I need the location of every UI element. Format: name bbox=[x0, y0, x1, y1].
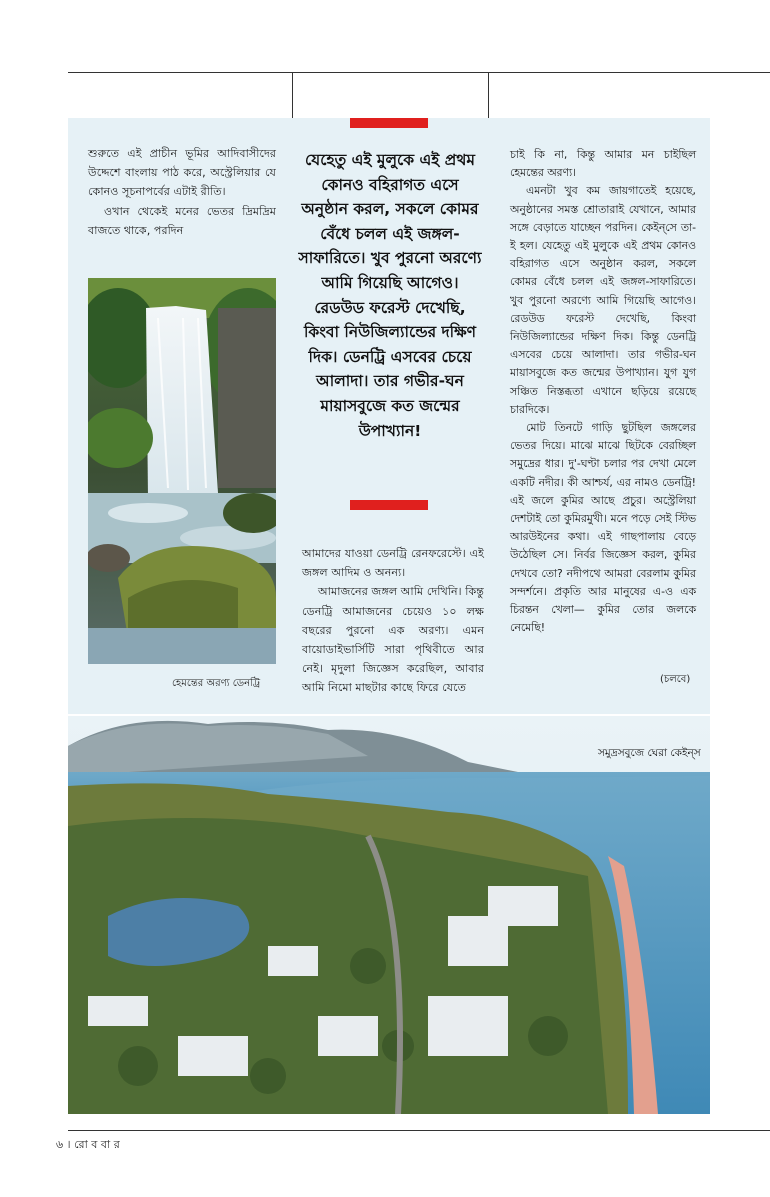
waterfall-caption: হেমন্তের অরণ্য ডেনট্রি bbox=[172, 678, 261, 689]
page-folio: ৬ । রো ব বা র bbox=[56, 1138, 120, 1151]
footer-rule bbox=[68, 1130, 770, 1131]
col2-paragraph: আমাদের যাওয়া ডেনট্রি রেনফরেস্টে। এই জঙ্গল আদিম ও অনন্য। bbox=[302, 547, 484, 580]
pullquote-bottom-bar bbox=[350, 500, 428, 510]
aerial-photo bbox=[68, 716, 710, 1114]
column-2-text bbox=[302, 544, 484, 698]
column-1-text bbox=[88, 144, 276, 240]
col3-paragraph: মোট তিনটে গাড়ি ছুটছিল জঙ্গলের ভেতর দিয়ে। মাঝে মাঝে ছিটকে বেরচ্ছিল সমুদ্রের ধার। দু'-ঘণ্টা চলার পর দেখা মেলে একটি নদীর। কী আশ্চর্য, এর নামও ডেনট্রি! এই জলে কুমির আছে প্রচুর। অস্ট্রেলিয়া দেশটাই তো কুমিরমুখী। মনে পড়ে সেই স্টিভ আরউইনের কথা। এই গাছপালায় বেড়ে উঠেছিল সে। নির্বর জিজ্ঞেস করল, কুমির দেখবে তো? নদীপথে আমরা বেরলাম কুমির সন্দর্শনে। প্রকৃতি আর মানুষের এ-ও এক চিরন্তন খেলা— কুমির তোর জলকে নেমেছি! bbox=[510, 421, 696, 635]
aerial-caption: সমুদ্রসবুজে ঘেরা কেইন্‌স bbox=[598, 747, 701, 759]
column-3-text bbox=[510, 146, 696, 637]
col3-paragraph: এমনটা খুব কম জায়গাতেই হয়েছে, অনুষ্ঠানের সমস্ত শ্রোতারাই যেখানে, আমার সঙ্গে বেড়াতে যাচ্ছেন পরদিন। কেইন্‌সে তা-ই হল। যেহেতু এই মুলুকে এই প্রথম কোনও বহিরাগত এসে অনুষ্ঠান করল, সকলে কোমর বেঁধে চলল এই জঙ্গল-সাফারিতে। খুব পুরনো অরণ্যে আমি গিয়েছি আগেও। রেডউড ফরেস্ট দেখেছি, কিংবা নিউজিল্যান্ডের দক্ষিণ দিক। কিন্তু ডেনট্রি এসবের চেয়ে আলাদা। তার গভীর-ঘন মায়াসবুজে কত জন্মের উপাখ্যান। যুগ যুগ সঞ্চিত নিস্তব্ধতা এখানে ছড়িয়ে রয়েছে চারদিকে। bbox=[510, 184, 696, 416]
col1-paragraph: ওখান থেকেই মনের ভেতর দ্রিমদ্রিম বাজতে থাকে, পরদিন bbox=[88, 204, 276, 237]
header-rule bbox=[68, 72, 770, 73]
continued-note: (চলবে) bbox=[660, 674, 691, 685]
col1-paragraph: শুরুতে এই প্রাচীন ভূমির আদিবাসীদের উদ্দেশে বাংলায় পাঠ করে, অস্ট্রেলিয়ার যে কোনও সূচনাপর্বের এটাই রীতি। bbox=[88, 147, 276, 199]
pullquote-top-bar bbox=[350, 118, 428, 128]
col3-paragraph: চাই কি না, কিন্তু আমার মন চাইছিল হেমন্তের অরণ্য। bbox=[510, 148, 696, 180]
col2-paragraph: আমাজনের জঙ্গল আমি দেখিনি। কিন্তু ডেনট্রি আমাজনের চেয়েও ১০ লক্ষ বছরের পুরনো এক অরণ্য। এমন বায়োডাইভার্সিটি সারা পৃথিবীতে আর নেই। মৃদুলা জিজ্ঞেস করেছিল, আবার আমি নিমো মাছটার কাছে ফিরে যেতে bbox=[302, 585, 484, 695]
pullquote: যেহেতু এই মুলুকে এই প্রথম কোনও বহিরাগত এসে অনুষ্ঠান করল, সকলে কোমর বেঁধে চলল এই জঙ্গল-সাফারিতে। খুব পুরনো অরণ্যে আমি গিয়েছি আগেও। রেডউড ফরেস্ট দেখেছি, কিংবা নিউজিল্যান্ডের দক্ষিণ দিক। ডেনট্রি এসবের চেয়ে আলাদা। তার গভীর-ঘন মায়াসবুজে কত জন্মের উপাখ্যান! bbox=[298, 151, 482, 440]
waterfall-photo bbox=[88, 278, 276, 664]
